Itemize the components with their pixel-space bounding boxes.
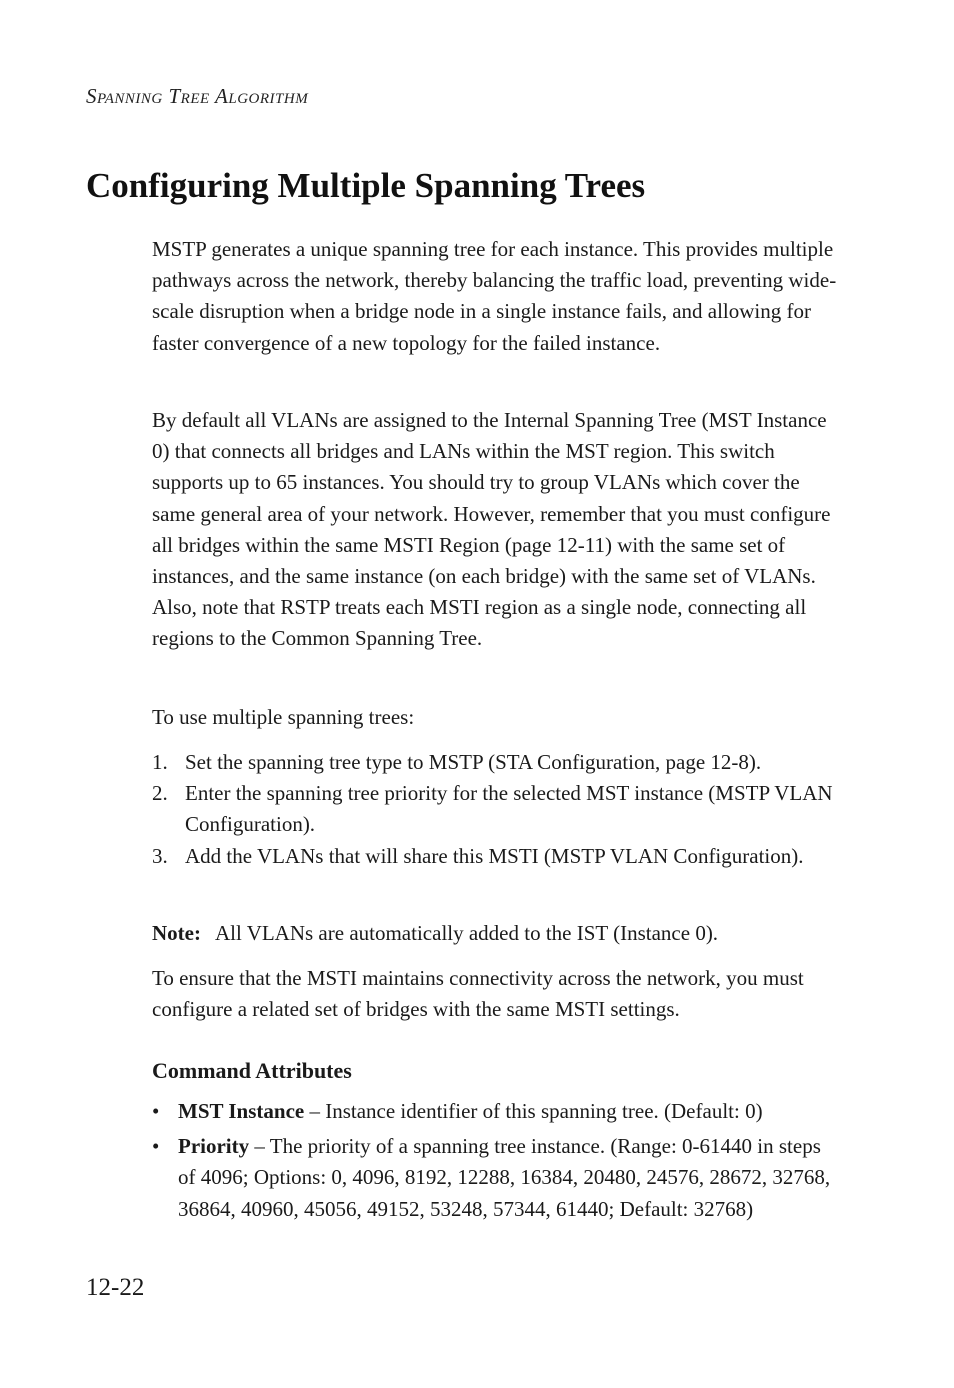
page-number: 12-22 bbox=[86, 1274, 145, 1301]
running-header: Spanning Tree Algorithm bbox=[86, 84, 309, 108]
list-item bbox=[152, 841, 842, 872]
steps-list bbox=[152, 747, 842, 872]
step-number: 1. bbox=[152, 750, 168, 774]
note-label: Note: bbox=[152, 921, 201, 945]
page-title: Configuring Multiple Spanning Trees bbox=[86, 166, 646, 205]
attribute-description: – Instance identifier of this spanning tree. (Default: 0) bbox=[304, 1099, 763, 1123]
list-item bbox=[152, 747, 842, 778]
step-number: 2. bbox=[152, 781, 168, 806]
list-item bbox=[152, 1096, 842, 1127]
command-attributes-heading: Command Attributes bbox=[152, 1058, 352, 1083]
list-item bbox=[152, 1131, 842, 1225]
attribute-term: MST Instance bbox=[178, 1099, 305, 1123]
msti-connectivity-paragraph: To ensure that the MSTI maintains connectivity across the network, you must configure a related set of bridges with the same MSTI settings. bbox=[152, 966, 804, 1022]
note bbox=[152, 918, 842, 949]
step-text: Add the VLANs that will share this MSTI (MSTP VLAN Configuration). bbox=[185, 843, 804, 868]
note-text: All VLANs are automatically added to the IST (Instance 0). bbox=[214, 921, 719, 945]
step-number: 3. bbox=[152, 843, 168, 868]
steps-intro-paragraph: To use multiple spanning trees: bbox=[152, 705, 415, 729]
intro-paragraph: MSTP generates a unique spanning tree for each instance. This provides multiple pathways across the network, thereby balancing the traffic load, preventing wide-scale disruption when a bridge node in a single instance fails, and allowing for faster convergence of a new topology for the failed instance. bbox=[152, 237, 837, 355]
step-text: Enter the spanning tree priority for the selected MST instance (MSTP VLAN Configuration). bbox=[185, 781, 833, 837]
default-vlan-paragraph: By default all VLANs are assigned to the Internal Spanning Tree (MST Instance 0) that connects all bridges and LANs within the MST region. This switch supports up to 65 instances. You should try to group VLANs which cover the same general area of your network. However, remember that you must configure all bridges within the same MSTI Region (page 12-11) with the same set of instances, and the same instance (on each bridge) with the same set of VLANs. Also, note that RSTP treats each MSTI region as a single node, connecting all regions to the Common Spanning Tree. bbox=[152, 408, 831, 651]
attribute-term: Priority bbox=[178, 1134, 250, 1159]
attribute-description: – The priority of a spanning tree instance. (Range: 0-61440 in steps of 4096; Options: 0, 4096, 8192, 12288, 16384, 20480, 24576, 28672, 32768, 36864, 40960, 45056, 49152, 53248, 57344, 61440; Default: 32768) bbox=[178, 1134, 831, 1221]
command-attributes-list bbox=[152, 1096, 842, 1229]
list-item bbox=[152, 778, 842, 840]
bullet-icon: • bbox=[152, 1134, 160, 1159]
step-text: Set the spanning tree type to MSTP (STA Configuration, page 12-8). bbox=[185, 750, 762, 774]
bullet-icon: • bbox=[152, 1099, 160, 1123]
